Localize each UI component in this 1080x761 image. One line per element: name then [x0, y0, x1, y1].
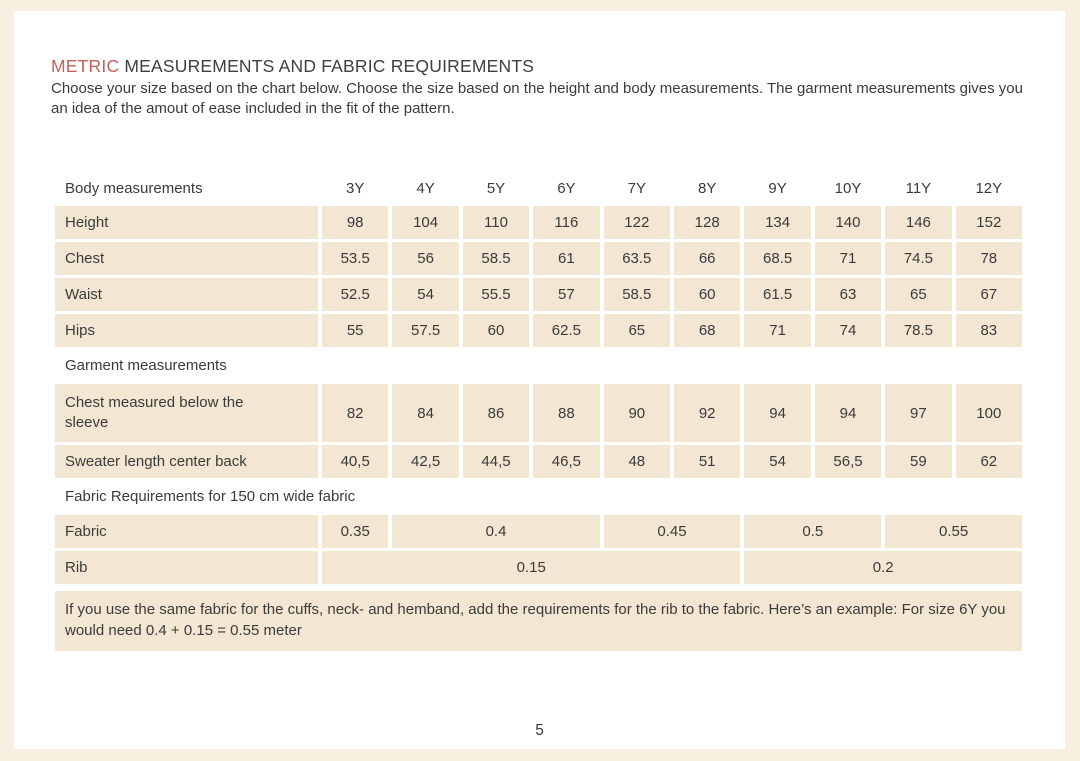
measurement-cell: 94	[815, 384, 881, 442]
measurement-cell: 128	[674, 206, 740, 239]
measurement-cell: 60	[463, 314, 529, 347]
measurement-cell: 94	[744, 384, 810, 442]
measurement-cell: 61.5	[744, 278, 810, 311]
measurement-cell: 122	[604, 206, 670, 239]
measurement-cell: 66	[674, 242, 740, 275]
measurement-cell: 57	[533, 278, 599, 311]
measurement-cell: 134	[744, 206, 810, 239]
measurement-cell: 52.5	[322, 278, 388, 311]
measurements-table	[55, 173, 1022, 651]
row-label: Hips	[55, 314, 318, 347]
measurement-cell: 63	[815, 278, 881, 311]
measurement-cell: 71	[744, 314, 810, 347]
size-column-header: 5Y	[486, 179, 506, 197]
page-title-rest: MEASUREMENTS AND FABRIC REQUIREMENTS	[119, 56, 535, 76]
measurement-cell: 140	[815, 206, 881, 239]
measurement-cell: 68.5	[744, 242, 810, 275]
measurement-cell: 110	[463, 206, 529, 239]
row-label: Fabric	[55, 515, 318, 548]
measurement-cell: 98	[322, 206, 388, 239]
size-column-header: 11Y	[905, 179, 932, 197]
size-column-header: 4Y	[416, 179, 435, 197]
measurement-cell: 42,5	[392, 445, 458, 478]
measurement-cell: 58.5	[604, 278, 670, 311]
measurement-cell: 56	[392, 242, 458, 275]
page-title	[51, 55, 1035, 77]
measurement-cell: 74	[815, 314, 881, 347]
measurement-cell: 78	[956, 242, 1022, 275]
measurement-cell: 53.5	[322, 242, 388, 275]
measurement-cell: 44,5	[463, 445, 529, 478]
page-title-accent: METRIC	[51, 56, 120, 76]
measurement-cell: 46,5	[533, 445, 599, 478]
measurement-cell: 84	[392, 384, 458, 442]
measurement-cell: 92	[674, 384, 740, 442]
measurement-cell: 65	[604, 314, 670, 347]
measurement-cell: 65	[885, 278, 951, 311]
measurement-cell: 71	[815, 242, 881, 275]
row-label: Sweater length center back	[55, 445, 318, 478]
fabric-requirement-cell: 0.4	[392, 515, 599, 548]
row-label: Height	[55, 206, 318, 239]
measurement-cell: 54	[392, 278, 458, 311]
measurement-cell: 55	[322, 314, 388, 347]
measurement-cell: 88	[533, 384, 599, 442]
measurement-cell: 67	[956, 278, 1022, 311]
measurement-cell: 58.5	[463, 242, 529, 275]
size-column-header: 7Y	[627, 179, 646, 197]
fabric-requirement-cell: 0.15	[322, 551, 740, 584]
measurement-cell: 48	[604, 445, 670, 478]
size-column-header: 9Y	[768, 179, 787, 197]
intro-paragraph: Choose your size based on the chart below. Choose the size based on the height and body measurements. The garment measurements gives you an idea of the amout of ease included in the fit of the pattern.	[51, 80, 1023, 117]
size-column-header: 10Y	[834, 179, 862, 197]
table-header-label: Body measurements	[65, 179, 203, 197]
measurement-cell: 62.5	[533, 314, 599, 347]
measurement-cell: 116	[533, 206, 599, 239]
measurement-cell: 40,5	[322, 445, 388, 478]
measurement-cell: 82	[322, 384, 388, 442]
size-column-header: 12Y	[975, 179, 1003, 197]
row-label: Chest measured below the sleeve	[55, 384, 318, 442]
measurement-cell: 56,5	[815, 445, 881, 478]
measurement-cell: 60	[674, 278, 740, 311]
section-label-fabric: Fabric Requirements for 150 cm wide fabric	[65, 488, 356, 505]
measurement-cell: 61	[533, 242, 599, 275]
measurement-cell: 78.5	[885, 314, 951, 347]
measurement-cell: 74.5	[885, 242, 951, 275]
measurement-cell: 59	[885, 445, 951, 478]
row-label: Chest	[55, 242, 318, 275]
measurement-cell: 68	[674, 314, 740, 347]
measurement-cell: 104	[392, 206, 458, 239]
fabric-requirement-cell: 0.2	[744, 551, 1022, 584]
measurement-cell: 62	[956, 445, 1022, 478]
fabric-requirement-cell: 0.45	[604, 515, 741, 548]
measurement-cell: 152	[956, 206, 1022, 239]
fabric-requirement-cell: 0.5	[744, 515, 881, 548]
fabric-requirement-cell: 0.55	[885, 515, 1022, 548]
row-label: Rib	[55, 551, 318, 584]
measurement-cell: 63.5	[604, 242, 670, 275]
measurement-cell: 90	[604, 384, 670, 442]
section-label-garment: Garment measurements	[65, 357, 227, 374]
size-column-header: 6Y	[557, 179, 576, 197]
measurement-cell: 83	[956, 314, 1022, 347]
row-label: Waist	[55, 278, 318, 311]
size-column-header: 3Y	[346, 179, 365, 197]
measurement-cell: 51	[674, 445, 740, 478]
measurement-cell: 86	[463, 384, 529, 442]
size-column-header: 8Y	[698, 179, 717, 197]
measurement-cell: 57.5	[392, 314, 458, 347]
fabric-requirement-cell: 0.35	[322, 515, 388, 548]
measurement-cell: 97	[885, 384, 951, 442]
measurement-cell: 146	[885, 206, 951, 239]
page-number: 5	[535, 722, 544, 739]
note-box: If you use the same fabric for the cuffs, neck- and hemband, add the requirements for the rib to the fabric. Here’s an example: For size 6Y you would need 0.4 + 0.15 = 0.55 meter	[55, 591, 1022, 651]
document-page	[14, 11, 1065, 749]
measurement-cell: 54	[744, 445, 810, 478]
measurement-cell: 55.5	[463, 278, 529, 311]
measurement-cell: 100	[956, 384, 1022, 442]
